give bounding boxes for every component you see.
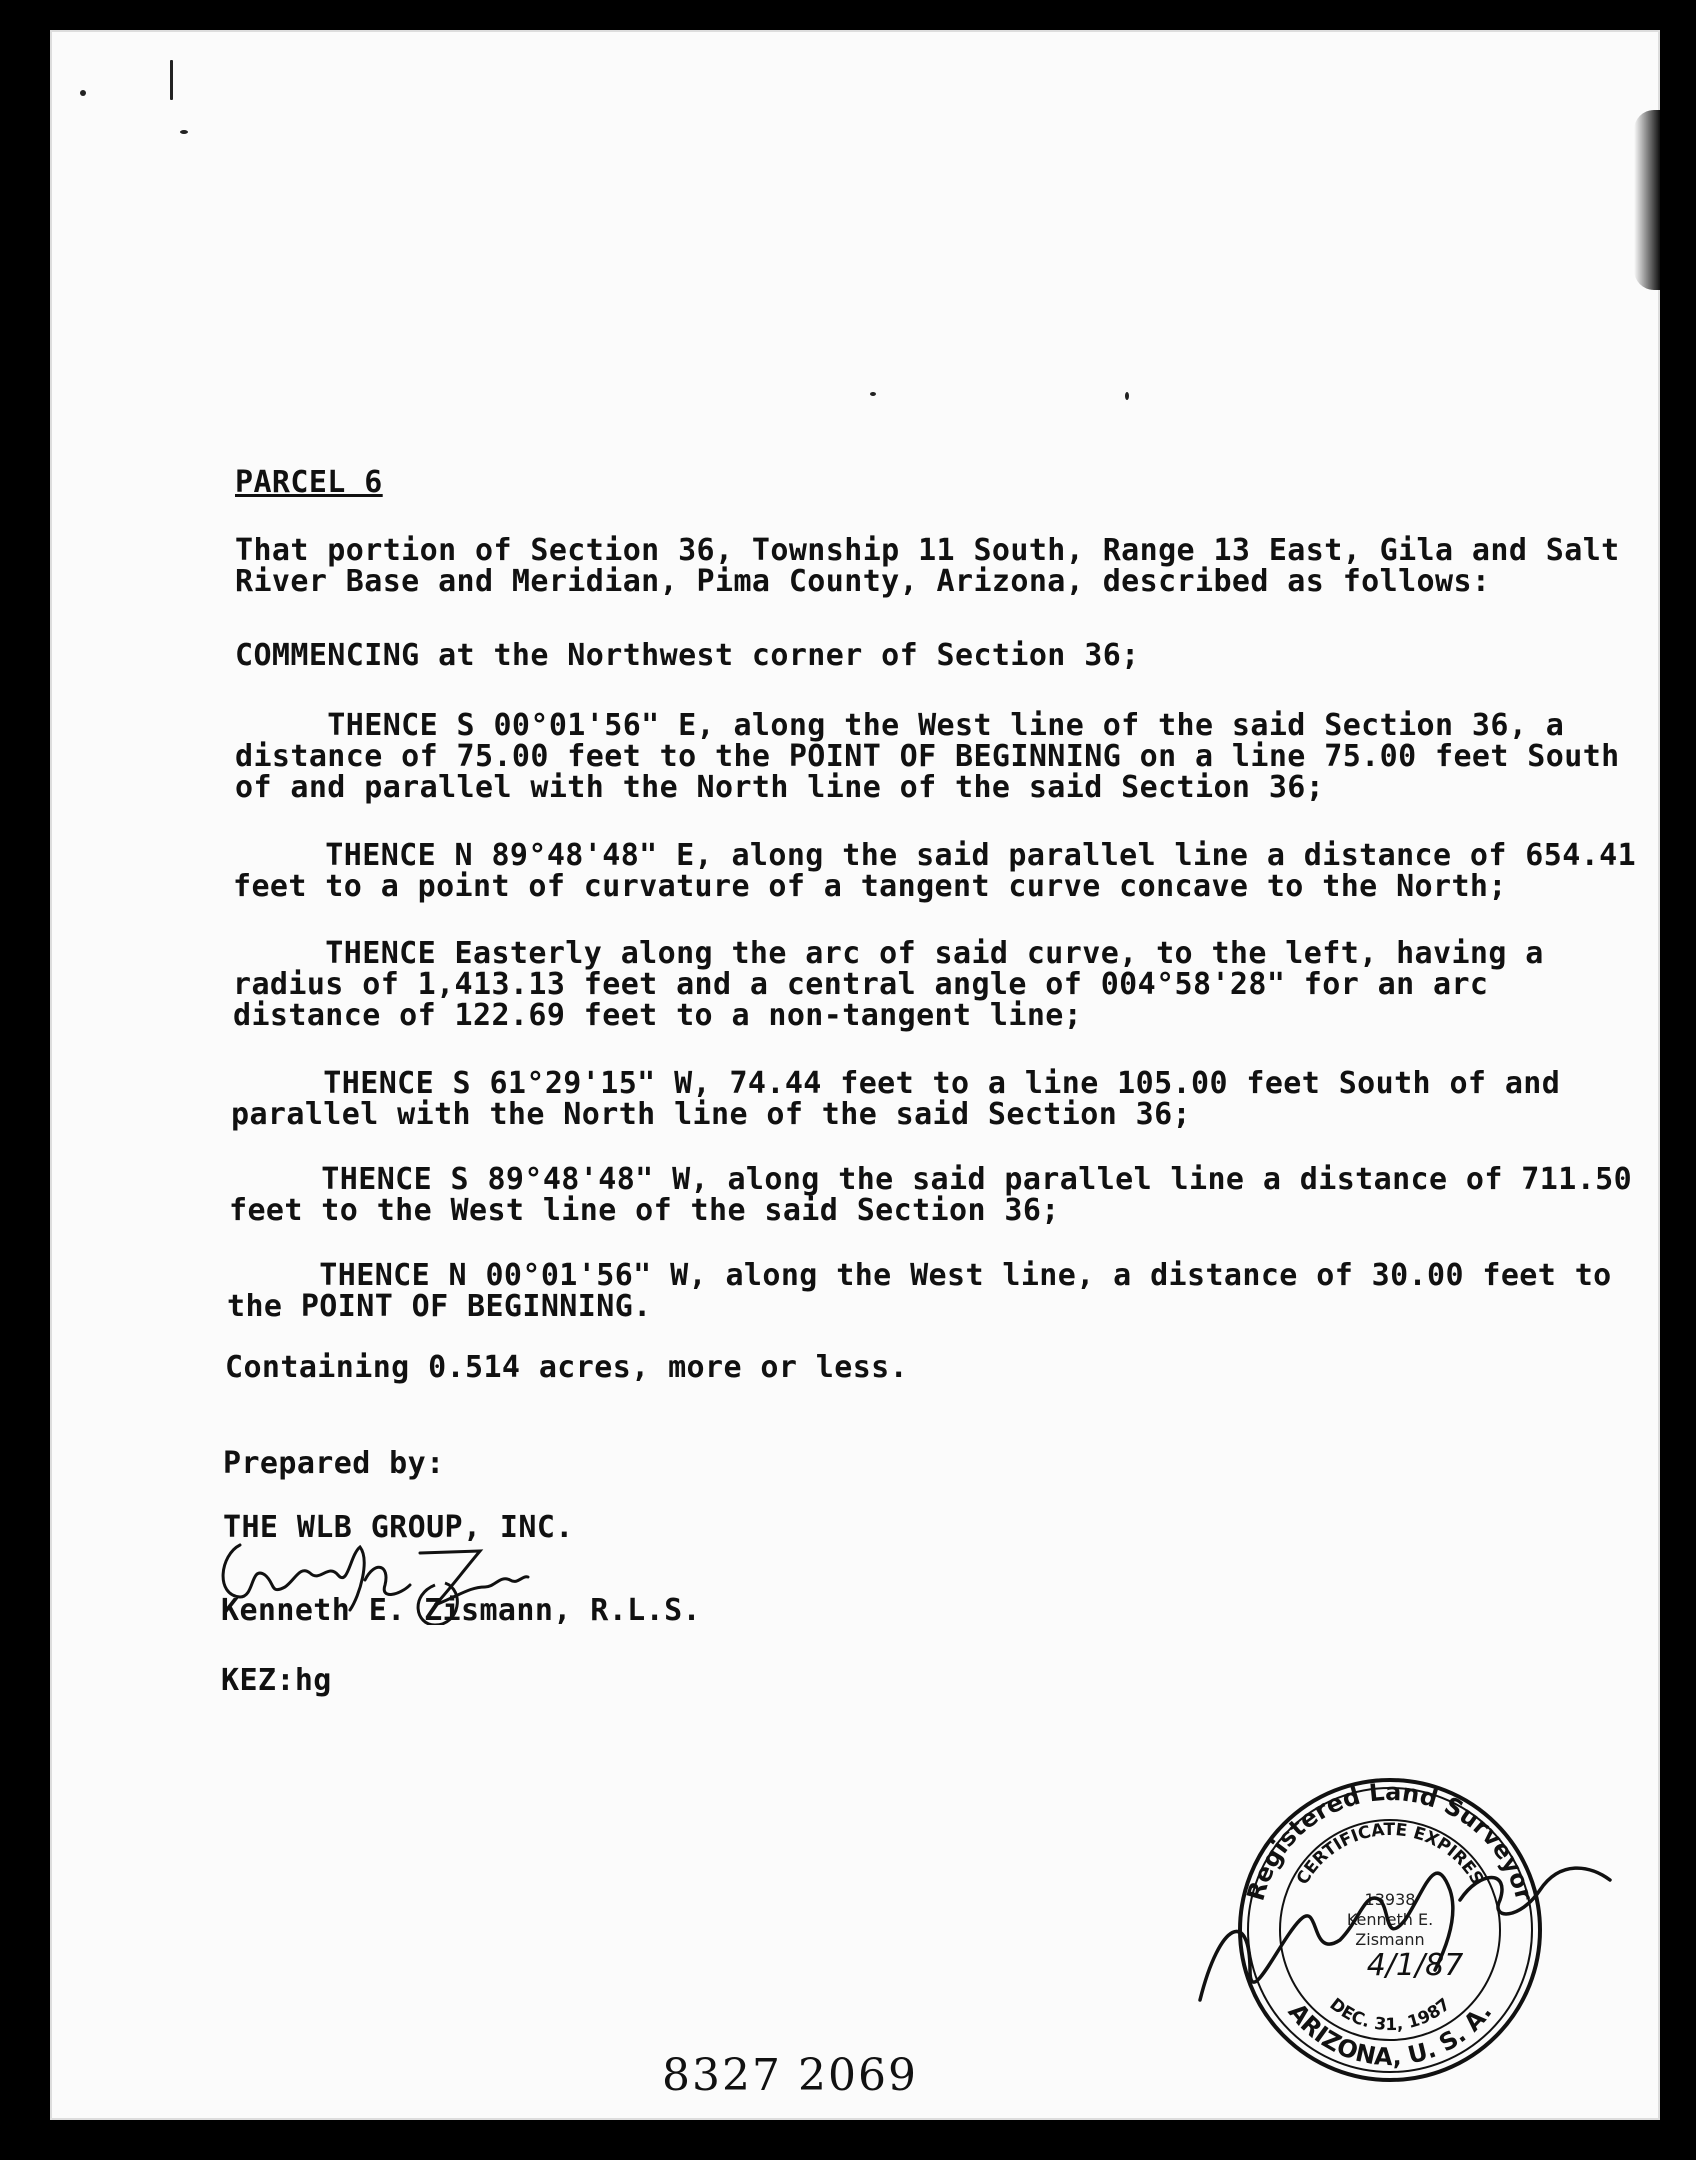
- scan-speck: [870, 392, 876, 396]
- initials-line: KEZ:hg: [221, 1663, 332, 1698]
- page-edge-shadow: [1634, 110, 1660, 290]
- seal-outer-top-text: Registered Land Surveyor: [1241, 1777, 1539, 1904]
- document-number: 8327 2069: [662, 2050, 918, 2101]
- call-6-line-1: THENCE N 00°01'56" W, along the West line, a distance of 30.00 feet to: [227, 1258, 1612, 1293]
- call-2-line-1: THENCE N 89°48'48" E, along the said parallel line a distance of 654.41: [233, 838, 1637, 873]
- call-6-line-2: the POINT OF BEGINNING.: [227, 1289, 652, 1324]
- scan-speck: [80, 90, 86, 96]
- call-2-line-2: feet to a point of curvature of a tangent curve concave to the North;: [233, 869, 1507, 904]
- company-name: THE WLB GROUP, INC.: [223, 1510, 574, 1545]
- call-1-line-2: distance of 75.00 feet to the POINT OF BEGINNING on a line 75.00 feet South: [235, 739, 1620, 774]
- surveyor-seal: [1190, 1770, 1630, 2090]
- parcel-heading: PARCEL 6: [235, 465, 383, 500]
- scan-speck: [180, 130, 188, 134]
- call-1-line-3: of and parallel with the North line of the said Section 36;: [235, 770, 1325, 805]
- signer-name: Kenneth E. Zismann, R.L.S.: [221, 1593, 701, 1628]
- call-5-line-1: THENCE S 89°48'48" W, along the said parallel line a distance of 711.50: [229, 1162, 1633, 1197]
- call-3-line-2: radius of 1,413.13 feet and a central angle of 004°58'28" for an arc: [233, 967, 1489, 1002]
- scan-mark: [170, 60, 173, 100]
- seal-date-signed: 4/1/87: [1366, 1948, 1464, 1983]
- seal-outer-bottom-text: ARIZONA, U. S. A.: [1282, 1997, 1498, 2072]
- svg-text:CERTIFICATE EXPIRES: [1293, 1820, 1487, 1889]
- commencing-line: COMMENCING at the Northwest corner of Section 36;: [235, 638, 1140, 673]
- seal-center-line-3: Zismann: [1355, 1930, 1425, 1949]
- seal-center-line-1: 13938: [1364, 1890, 1416, 1909]
- svg-text:DEC. 31, 1987: [1326, 1995, 1455, 2036]
- call-3-line-1: THENCE Easterly along the arc of said curve, to the left, having a: [233, 936, 1544, 971]
- document-page: [50, 30, 1660, 2120]
- call-5-line-2: feet to the West line of the said Section 36;: [229, 1193, 1060, 1228]
- prepared-by-label: Prepared by:: [223, 1446, 445, 1481]
- containing-line: Containing 0.514 acres, more or less.: [225, 1350, 909, 1385]
- call-4-line-2: parallel with the North line of the said Section 36;: [231, 1097, 1191, 1132]
- call-3-line-3: distance of 122.69 feet to a non-tangent line;: [233, 998, 1083, 1033]
- intro-line-1: That portion of Section 36, Township 11 South, Range 13 East, Gila and Salt: [235, 533, 1620, 568]
- call-4-line-1: THENCE S 61°29'15" W, 74.44 feet to a line 105.00 feet South of and: [231, 1066, 1561, 1101]
- call-1-line-1: THENCE S 00°01'56" E, along the West line of the said Section 36, a: [235, 708, 1565, 743]
- scan-speck: [1125, 392, 1129, 400]
- seal-inner-top-text: CERTIFICATE EXPIRES: [1292, 1819, 1488, 1889]
- intro-line-2: River Base and Meridian, Pima County, Arizona, described as follows:: [235, 564, 1491, 599]
- seal-center-line-2: Kenneth E.: [1346, 1910, 1434, 1929]
- svg-text:Registered Land Surveyor: [1242, 1778, 1539, 1904]
- seal-inner-bottom-text: DEC. 31, 1987: [1325, 1994, 1455, 2036]
